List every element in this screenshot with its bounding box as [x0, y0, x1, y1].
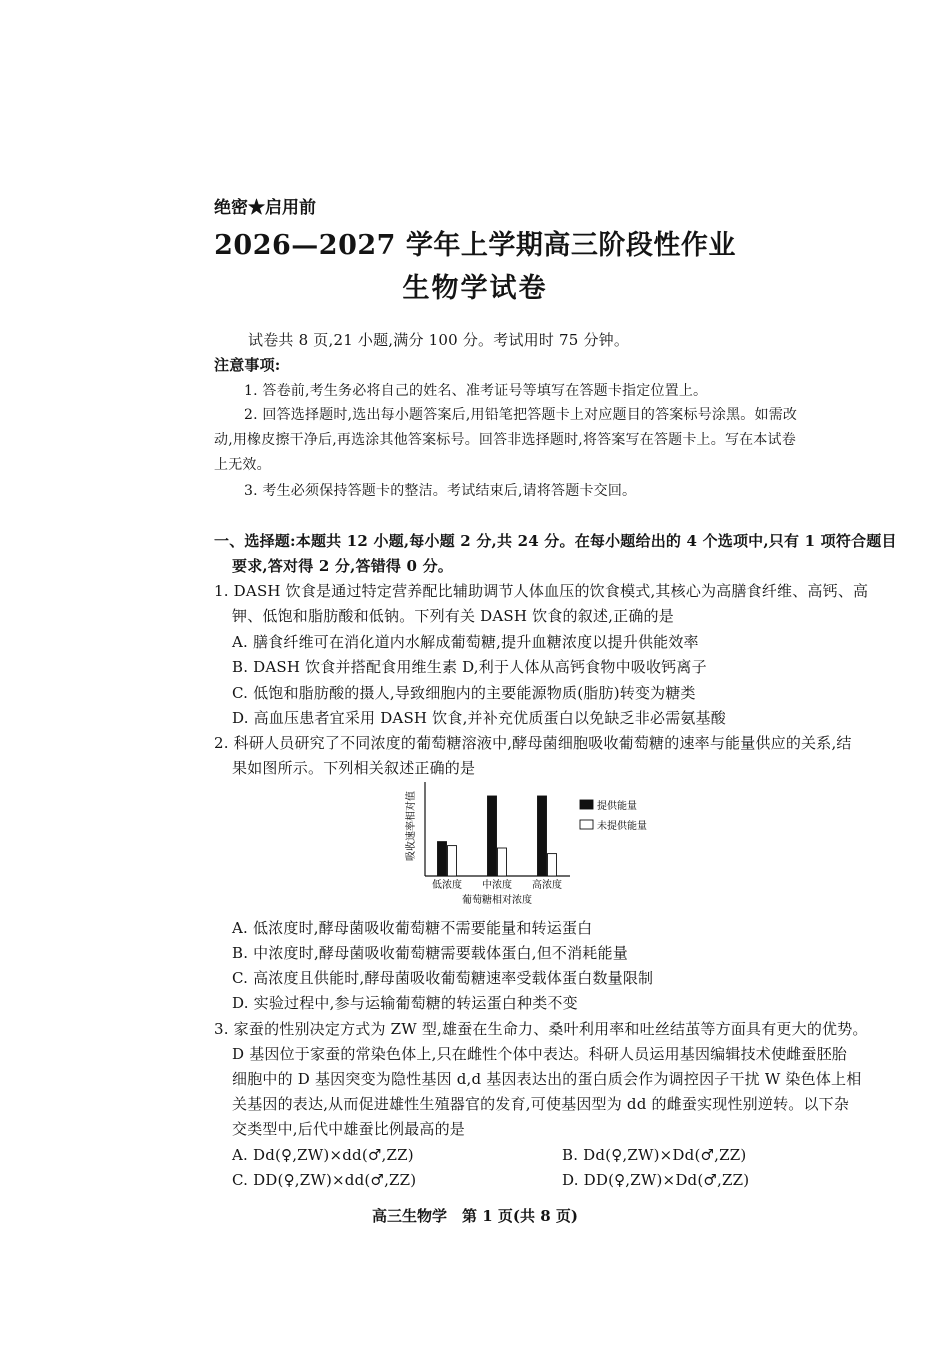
page-footer: 高三生物学 第 1 页(共 8 页): [372, 1207, 578, 1225]
question-3-stem-cont: 交类型中,后代中雄蚕比例最高的是: [232, 1120, 465, 1138]
question-1-option-d: D. 高血压患者宜采用 DASH 饮食,并补充优质蛋白以免缺乏非必需氨基酸: [232, 709, 726, 727]
x-tick-label: 中浓度: [482, 880, 512, 891]
question-2-option-a: A. 低浓度时,酵母菌吸收葡萄糖不需要能量和转运蛋白: [232, 919, 593, 937]
intro-text: 试卷共 8 页,21 小题,满分 100 分。考试用时 75 分钟。: [248, 331, 630, 349]
section-heading: 一、选择题:本题共 12 小题,每小题 2 分,共 24 分。在每小题给出的 4 个选项中,只有 1 项符合题目: [214, 532, 897, 550]
exam-title: 2026—2027 学年上学期高三阶段性作业: [214, 230, 736, 261]
question-1-option-b: B. DASH 饮食并搭配食用维生素 D,利于人体从高钙食物中吸收钙离子: [232, 658, 707, 676]
question-3-stem-cont: D 基因位于家蚕的常染色体上,只在雌性个体中表达。科研人员运用基因编辑技术使雌蚕胚胎: [232, 1045, 847, 1063]
question-2-stem: 2. 科研人员研究了不同浓度的葡萄糖溶液中,酵母菌细胞吸收葡萄糖的速率与能量供应的关系,结: [214, 734, 852, 752]
question-3-stem-cont: 细胞中的 D 基因突变为隐性基因 d,d 基因表达出的蛋白质会作为调控因子干扰 W 染色体上相: [232, 1070, 862, 1088]
notice-line: 上无效。: [214, 457, 271, 473]
question-1-option-c: C. 低饱和脂肪酸的摄人,导致细胞内的主要能源物质(脂肪)转变为糖类: [232, 684, 696, 702]
bar-no-energy-2: [498, 848, 507, 876]
question-3-option-a: A. Dd(♀,ZW)×dd(♂,ZZ): [232, 1146, 414, 1164]
x-tick-label: 高浓度: [532, 880, 562, 891]
legend-label: 提供能量: [597, 801, 637, 812]
bar-energy-1: [438, 842, 447, 876]
notice-line: 3. 考生必须保持答题卡的整洁。考试结束后,请将答题卡交回。: [244, 483, 637, 499]
exam-subject-title: 生物学试卷: [402, 273, 548, 304]
question-1-stem: 1. DASH 饮食是通过特定营养配比辅助调节人体血压的饮食模式,其核心为高膳食纤维、高钙、高: [214, 582, 869, 600]
question-3-stem: 3. 家蚕的性别决定方式为 ZW 型,雄蚕在生命力、桑叶利用率和吐丝结茧等方面具有更大的优势。: [214, 1020, 868, 1038]
question-3-option-b: B. Dd(♀,ZW)×Dd(♂,ZZ): [562, 1146, 747, 1164]
question-1-stem-cont: 钾、低饱和脂肪酸和低钠。下列有关 DASH 饮食的叙述,正确的是: [232, 607, 674, 625]
notice-heading: 注意事项:: [214, 356, 281, 374]
secret-mark: 绝密★启用前: [214, 198, 316, 218]
bar-energy-3: [538, 796, 547, 876]
x-tick-label: 低浓度: [432, 880, 462, 891]
question-2-option-c: C. 高浓度且供能时,酵母菌吸收葡萄糖速率受载体蛋白数量限制: [232, 969, 654, 987]
question-2-option-b: B. 中浓度时,酵母菌吸收葡萄糖需要载体蛋白,但不消耗能量: [232, 944, 628, 962]
chart-x-axis-label: 葡萄糖相对浓度: [462, 895, 532, 906]
notice-line: 2. 回答选择题时,选出每小题答案后,用铅笔把答题卡上对应题目的答案标号涂黑。如需改: [244, 407, 798, 423]
question-3-option-c: C. DD(♀,ZW)×dd(♂,ZZ): [232, 1171, 417, 1189]
question-3-option-d: D. DD(♀,ZW)×Dd(♂,ZZ): [562, 1171, 750, 1189]
bar-no-energy-3: [548, 854, 557, 876]
notice-line: 1. 答卷前,考生务必将自己的姓名、准考证号等填写在答题卡指定位置上。: [244, 383, 708, 399]
question-2-option-d: D. 实验过程中,参与运输葡萄糖的转运蛋白种类不变: [232, 994, 578, 1012]
legend-label: 未提供能量: [597, 821, 647, 832]
legend-swatch: [580, 820, 593, 829]
question-2-stem-cont: 果如图所示。下列相关叙述正确的是: [232, 759, 476, 777]
chart-y-axis-label: 吸收速率相对值: [406, 791, 417, 861]
question-3-stem-cont: 关基因的表达,从而促进雄性生殖器官的发育,可使基因型为 dd 的雌蚕实现性别逆转。以下杂: [232, 1095, 850, 1113]
section-heading-cont: 要求,答对得 2 分,答错得 0 分。: [232, 557, 454, 575]
notice-line: 动,用橡皮擦干净后,再选涂其他答案标号。回答非选择题时,将答案写在答题卡上。写在本试卷: [214, 432, 796, 448]
question-1-option-a: A. 膳食纤维可在消化道内水解成葡萄糖,提升血糖浓度以提升供能效率: [232, 633, 699, 651]
legend-swatch: [580, 800, 593, 809]
absorption-rate-chart: [400, 780, 670, 910]
bar-no-energy-1: [448, 846, 457, 876]
bar-energy-2: [488, 796, 497, 876]
